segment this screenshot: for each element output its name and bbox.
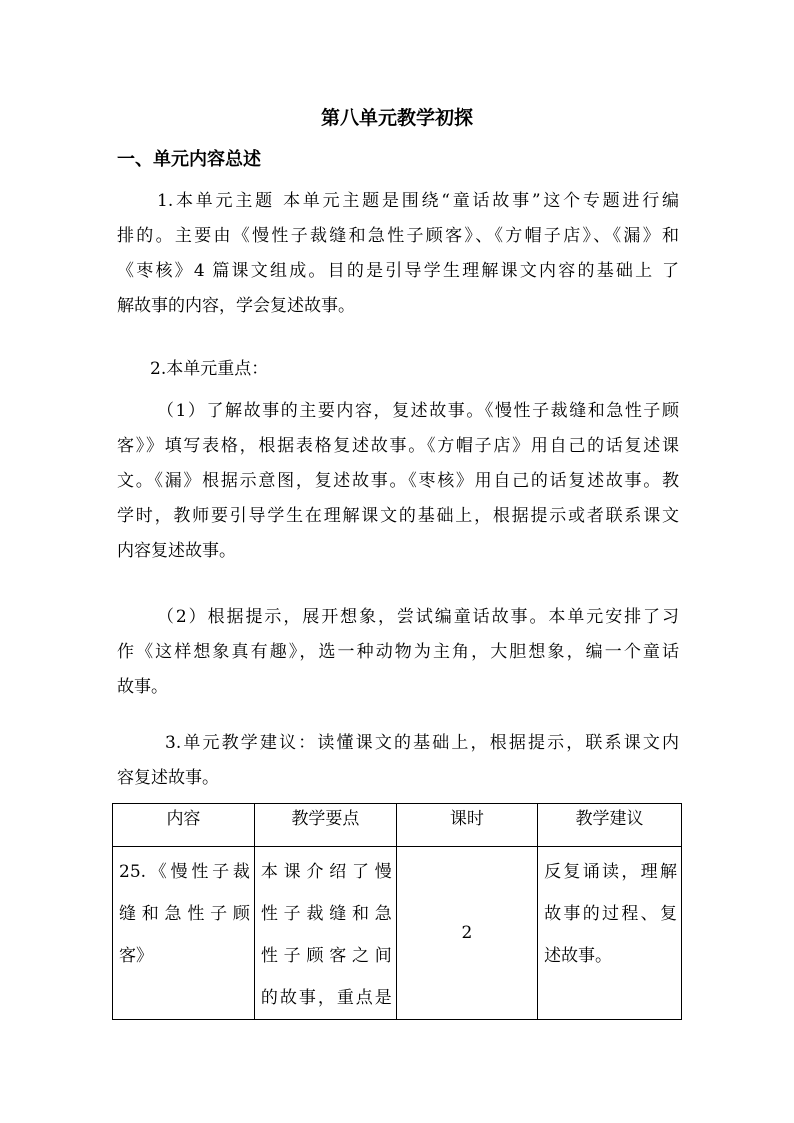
table-header-row [113,804,682,847]
text-line: 1.本单元主题 本单元主题是围绕“童话故事”这个专题进行编 [157,191,679,211]
paragraph-key-points-heading [117,352,679,387]
table-header-cell: 课时 [396,804,537,847]
text-line: 故事。 [117,677,168,697]
text-line: 文。《漏》根据示意图，复述故事。《枣核》用自己的话复述故事。教 [117,471,679,491]
cell-line: 25.《慢性子裁 [119,862,250,882]
text-line: 《枣核》4 篇课文组成。目的是引导学生理解课文内容的基础上 了 [117,261,679,281]
cell-line: 本课介绍了慢 [260,862,392,882]
table-header-cell: 内容 [113,804,255,847]
cell-line: 故事的过程、复 [544,904,677,924]
lesson-plan-table [112,803,682,1020]
table-cell-hours: 2 [396,847,537,1020]
cell-line: 述故事。 [544,946,613,966]
text-line: （1）了解故事的主要内容，复述故事。《慢性子裁缝和急性子顾 [157,401,679,421]
text-line: 学时，教师要引导学生在理解课文的基础上，根据提示或者联系课文 [117,506,679,526]
text-line: 解故事的内容，学会复述故事。 [117,296,355,316]
paragraph-key-point-1 [117,394,679,569]
paragraph-unit-theme [117,184,679,324]
cell-line: 客》 [119,946,153,966]
cell-line: 性子裁缝和急 [260,904,392,924]
table-header-cell: 教学建议 [538,804,682,847]
text-line: 客》》填写表格，根据表格复述故事。《方帽子店》用自己的话复述课 [117,436,679,456]
table-cell-content [113,847,255,1020]
cell-line: 缝和急性子顾 [119,904,250,924]
table-cell-advice [538,847,682,1020]
paragraph-key-point-2 [117,600,679,705]
text-line: 作《这样想象真有趣》，选一种动物为主角，大胆想象，编一个童话 [117,642,679,662]
table-header-cell: 教学要点 [254,804,396,847]
text-line: （2）根据提示，展开想象，尝试编童话故事。本单元安排了习 [157,607,679,627]
text-line: 排的。主要由《慢性子裁缝和急性子顾客》、《方帽子店》、《漏》和 [117,226,679,246]
text-line: 内容复述故事。 [117,541,236,561]
text-line: 容复述故事。 [117,768,219,788]
cell-line: 的故事，重点是 [260,988,392,1008]
table-cell-points [254,847,396,1020]
cell-line: 性子顾客之间 [260,946,392,966]
page-title: 第八单元教学初探 [320,107,473,129]
section-heading: 一、单元内容总述 [117,149,261,170]
cell-line: 反复诵读，理解 [544,862,677,882]
paragraph-teaching-advice [117,726,679,796]
text-line: 3.单元教学建议：读懂课文的基础上，根据提示，联系课文内 [165,733,679,753]
table-row [113,847,682,1020]
text-line: 2.本单元重点： [150,359,269,379]
